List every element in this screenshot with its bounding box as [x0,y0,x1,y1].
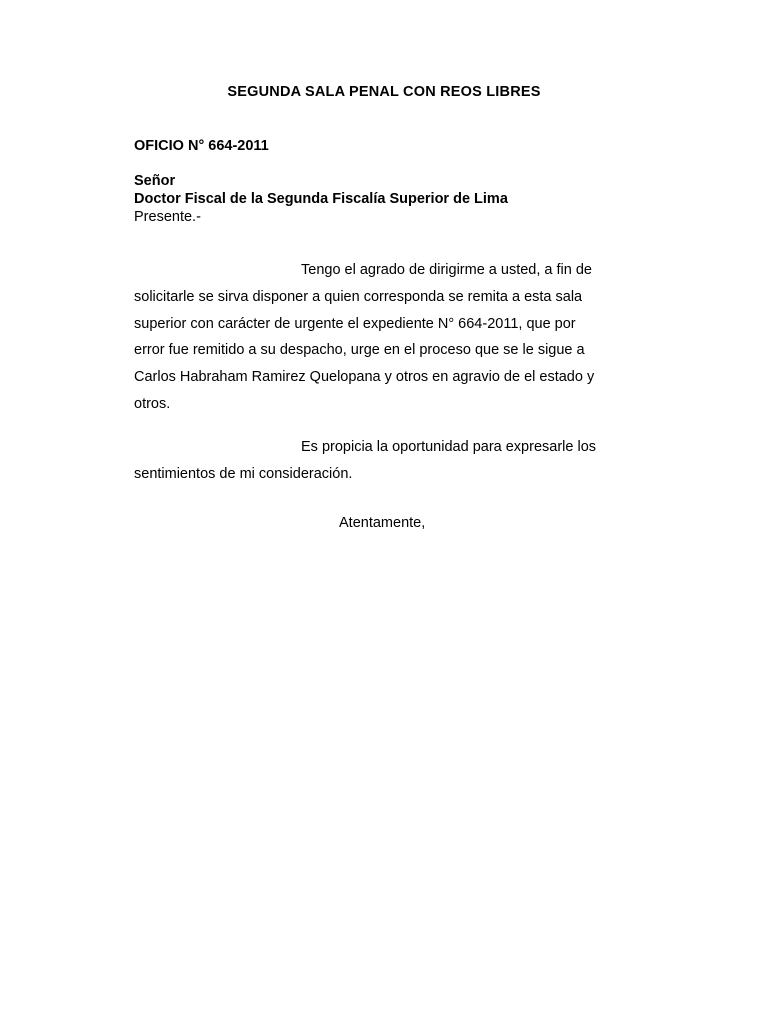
paragraph-line: superior con carácter de urgente el expediente N° 664-2011, que por [134,315,576,332]
presente: Presente.- [134,209,201,225]
paragraph-line: otros. [134,395,171,412]
paragraph-line: sentimientos de mi consideración. [134,465,353,482]
paragraph-line: error fue remitido a su despacho, urge en el proceso que se le sigue a [134,342,585,359]
oficio-number: OFICIO N° 664-2011 [134,138,269,154]
paragraph-line: Tengo el agrado de dirigirme a usted, a fin de [301,262,592,278]
document-title: SEGUNDA SALA PENAL CON REOS LIBRES [227,84,541,100]
addressee-block [134,172,508,226]
paragraph-courtesy [134,434,636,488]
salutation: Señor [134,173,176,189]
closing: Atentamente, [339,515,426,531]
paragraph-request [134,257,636,418]
paragraph-line: Carlos Habraham Ramirez Quelopana y otros en agravio de el estado y [134,369,595,386]
recipient: Doctor Fiscal de la Segunda Fiscalía Superior de Lima [134,191,508,207]
paragraph-line: Es propicia la oportunidad para expresarle los [301,439,597,455]
paragraph-line: solicitarle se sirva disponer a quien corresponda se remita a esta sala [134,288,583,305]
